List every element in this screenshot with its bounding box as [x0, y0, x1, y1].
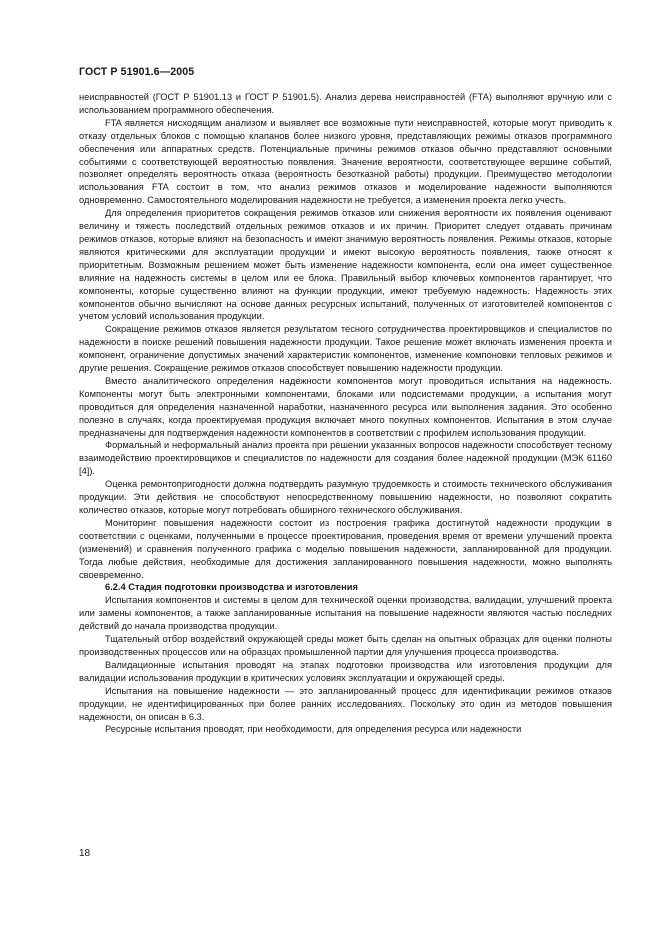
paragraph-1: неисправностей (ГОСТ Р 51901.13 и ГОСТ Р 51901.5). Анализ дерева неисправностей (FTA) выполняют вручную или с использованием программного обеспечения. [79, 92, 612, 115]
paragraph-7: Оценка ремонтопригодности должна подтвердить разумную трудоемкость и стоимость технического обслуживания продукции. Эти действия не способствуют непосредственному повышению надежности, но позволяют сократить количество отказов, которые могут потребовать обширного технического обслуживания. [79, 479, 612, 515]
paragraph-8: Мониторинг повышения надежности состоит из построения графика достигнутой надежности продукции в соответствии с оценками, полученными в процессе проектирования, проведения время от времени улучшений проекта (изменений) и сравнения полученного графика с моделью повышения надежности, запланированной для продукции. Тогда любые действия, необходимые для достижения запланированного повышения надежности, можно выполнять своевременно. [79, 517, 612, 580]
paragraph-6: Формальный и неформальный анализ проекта при решении указанных вопросов надежности способствует тесному взаимодействию проектировщиков и специалистов по надежности для создания более надежной продукции (МЭК 61160 [4]). [79, 440, 612, 477]
body-text [79, 91, 612, 736]
paragraph-11: Валидационные испытания проводят на этапах подготовки производства или изготовления продукции для валидации использования продукции в критических условиях эксплуатации и окружающей среды. [79, 659, 612, 683]
paragraph-2: FTA является нисходящим анализом и выявляет все возможные пути неисправностей, которые могут приводить к отказу отдельных блоков с помощью клапанов более низкого уровня, представляющих режимы отказов программного обеспечения или аппаратных средств. Потенциальные причины режимов отказов обычно представляют основными событиями с соответствующей вероятностью появления. Значение вероятности, соответствующее вершине событий, позволяет определять вероятность отказа (вероятность безотказной работы) продукции. Преимущество методологии использования FTA состоит в том, что анализ режимов отказов и моделирование надежности выполняются одновременно. Самостоятельного моделирования надежности не требуется, а изменения проекта легко учесть. [79, 117, 612, 206]
paragraph-10: Тщательный отбор воздействий окружающей среды может быть сделан на опытных образцах для оценки полноты производственных процессов или на образцах промышленной партии для улучшения процесса производства. [79, 634, 612, 657]
paragraph-9: Испытания компонентов и системы в целом для технической оценки производства, валидации, улучшений проекта или замены компонентов, а также запланированные испытания на повышение надежности являются частью последних действий до начала производства продукции. [79, 595, 612, 632]
paragraph-3: Для определения приоритетов сокращения режимов отказов или снижения вероятности их появления оценивают величину и тяжесть последствий отдельных режимов отказов и их причин. Приоритет следует отдавать причинам режимов отказов, которые влияют на безопасность и имеют значимую вероятность появления. Режимы отказов, которые являются критическими для эксплуатации продукции и имеют высокую вероятность появления, также относят к приоритетным. Возможным решением может быть изменение надежности компонента, если она имеет существенное влияние на надежность системы в целом или ее блока. Правильный выбор ключевых компонентов гарантирует, что компоненты, которые существенно влияют на функции продукции, имеют требуемую надежность. Надежность этих компонентов обычно вычисляют на основе данных ресурсных испытаний, полученных от изготовителей компонентов с учетом условий использования продукции. [79, 208, 612, 322]
paragraph-5: Вместо аналитического определения надежности компонентов могут проводиться испытания на надежность. Компоненты могут быть электронными компонентами, блоками или подсистемами продукции, а испытания могут проводиться для определения назначенной наработки, назначенного ресурса или выполнения задания. Это особенно полезно в случаях, когда проектируемая продукция включает много покупных компонентов. Испытания в этом случае предназначены для подтверждения надежности компонентов в соответствии с профилем использования продукции. [79, 375, 612, 438]
paragraph-4: Сокращение режимов отказов является результатом тесного сотрудничества проектировщиков и специалистов по надежности в поиске решений повышения надежности продукции. Такое решение может включать изменения проекта и компонент, ограничение допустимых значений характеристик компонентов, изменение компоновки тепловых режимов и другие решения. Сокращение режимов отказов способствует повышению надежности продукции. [79, 324, 612, 374]
page-number: 18 [79, 848, 91, 859]
section-heading: 6.2.4 Стадия подготовки производства и изготовления [105, 582, 358, 593]
document-header: ГОСТ Р 51901.6—2005 [79, 66, 195, 78]
paragraph-13: Ресурсные испытания проводят, при необходимости, для определения ресурса или надежности [105, 724, 522, 735]
paragraph-12: Испытания на повышение надежности — это запланированный процесс для идентификации режимов отказов продукции, не идентифицированных при более ранних исследованиях. Поскольку это один из методов повышения надежности, он описан в 6.3. [79, 685, 612, 722]
